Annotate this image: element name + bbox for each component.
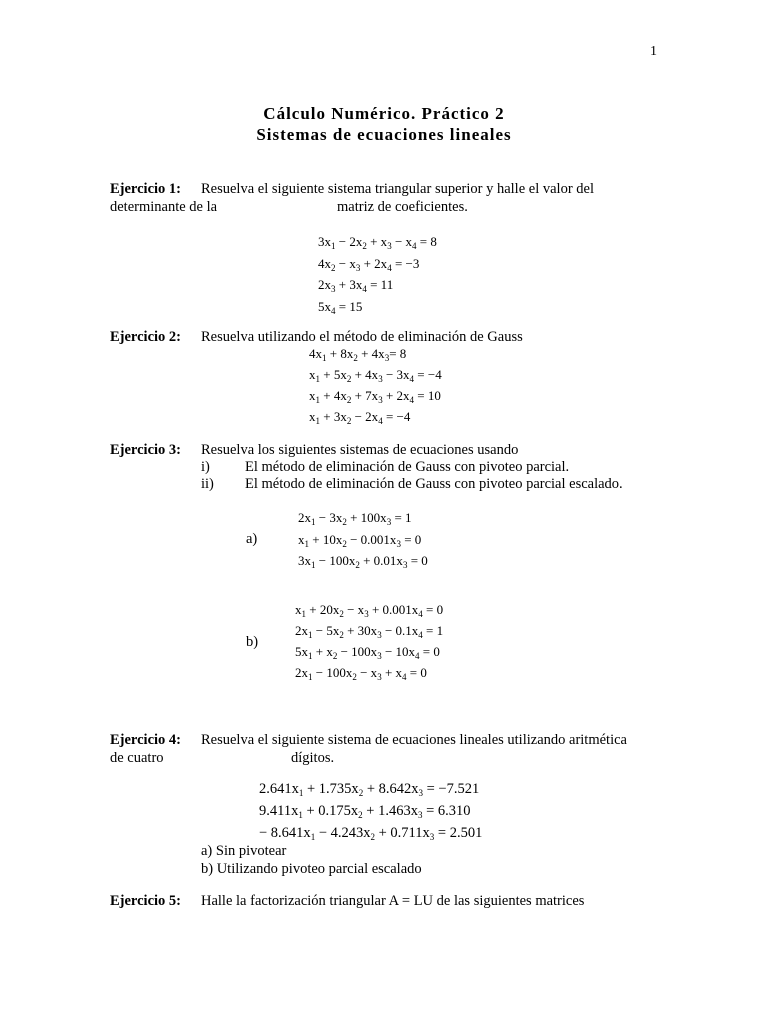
ej5-label: Ejercicio 5: [110, 893, 181, 909]
ej3-a-label: a) [246, 531, 258, 547]
ej1-equation: $3x_1 - 2x_2 + x_3 - x_4 = 8$ [318, 234, 437, 251]
ej3-item-i: El método de eliminación de Gauss con pivoteo parcial. [245, 459, 570, 475]
ej2-equation: $4x_1 + 8x_2 + 4x_3= 8$ [309, 346, 407, 363]
ej3-b-equation: $5x_1 + x_2 - 100x_3 - 10x_4 = 0$ [295, 644, 440, 661]
ej3-b-equation: $2x_1 - 5x_2 + 30x_3 - 0.1x_4 = 1$ [295, 623, 444, 640]
ej4-option-b: b) Utilizando pivoteo parcial escalado [201, 861, 422, 877]
ej3-b-equation: $2x_1 - 100x_2 - x_3 + x_4 = 0$ [295, 665, 427, 682]
ej3-a-equation: $2x_1 - 3x_2 + 100x_3 = 1$ [298, 510, 412, 527]
ej3-heading [110, 442, 519, 459]
ej4-equation: $9.411x_1 + 0.175x_2 + 1.463x_3 = 6.310$ [259, 803, 471, 820]
ej1-heading [110, 181, 594, 198]
ej2-equation: $x_1 + 4x_2 + 7x_3 + 2x_4 = 10$ [309, 388, 441, 405]
ej3-b-label: b) [246, 634, 259, 650]
ej4-text2a: de cuatro [110, 750, 164, 766]
ej3-b-equation: $x_1 + 20x_2 - x_3 + 0.001x_4 = 0$ [295, 602, 444, 619]
ej2-equation: $x_1 + 3x_2 - 2x_4 = -4$ [309, 409, 411, 426]
ej1-equation: $5x_4 = 15$ [318, 298, 363, 316]
document-title: Cálculo Numérico. Práctico 2 [263, 104, 505, 123]
ej1-equation: $2x_3 + 3x_4 = 11$ [318, 277, 394, 294]
ej5-text: Halle la factorización triangular A = LU de las siguientes matrices [201, 893, 585, 909]
ej1-text2b: matriz de coeficientes. [337, 199, 468, 215]
ej1-label: Ejercicio 1: [110, 181, 181, 197]
ej4-equation: − $8.641x_1 - 4.243x_2 + 0.711x_3 = 2.501$ [259, 825, 483, 842]
ej4-text2b: dígitos. [291, 750, 335, 766]
ej5-heading [110, 893, 585, 910]
page-number: 1 [650, 44, 657, 59]
ej4-option-a: a) Sin pivotear [201, 843, 287, 859]
ej4-text: Resuelva el siguiente sistema de ecuaciones lineales utilizando aritmética [201, 732, 627, 748]
ej2-label: Ejercicio 2: [110, 329, 181, 345]
ej3-label: Ejercicio 3: [110, 442, 181, 458]
ej2-equation: $x_1 + 5x_2 + 4x_3 - 3x_4 = -4$ [309, 367, 442, 384]
ej4-equation: $2.641x_1 + 1.735x_2 + 8.642x_3 = -7.521$ [259, 781, 480, 798]
ej4-heading [110, 732, 627, 749]
ej4-label: Ejercicio 4: [110, 732, 181, 748]
ej3-item-ii-marker: ii) [201, 476, 214, 492]
ej2-text: Resuelva utilizando el método de eliminación de Gauss [201, 329, 523, 345]
document-subtitle: Sistemas de ecuaciones lineales [256, 125, 512, 144]
ej1-equation: $4x_2 - x_3 + 2x_4 = -3$ [318, 255, 420, 273]
ej3-text: Resuelva los siguientes sistemas de ecuaciones usando [201, 442, 519, 458]
ej3-item-ii: El método de eliminación de Gauss con pivoteo parcial escalado. [245, 476, 623, 492]
ej2-heading [110, 329, 523, 346]
ej3-a-equation: $x_1 + 10x_2 - 0.001x_3 = 0$ [298, 531, 422, 549]
ej1-text: Resuelva el siguiente sistema triangular superior y halle el valor del [201, 181, 594, 197]
ej1-text2a: determinante de la [110, 199, 218, 215]
ej3-item-i-marker: i) [201, 459, 210, 475]
ej3-a-equation: $3x_1 - 100x_2 + 0.01x_3 = 0$ [298, 553, 428, 570]
